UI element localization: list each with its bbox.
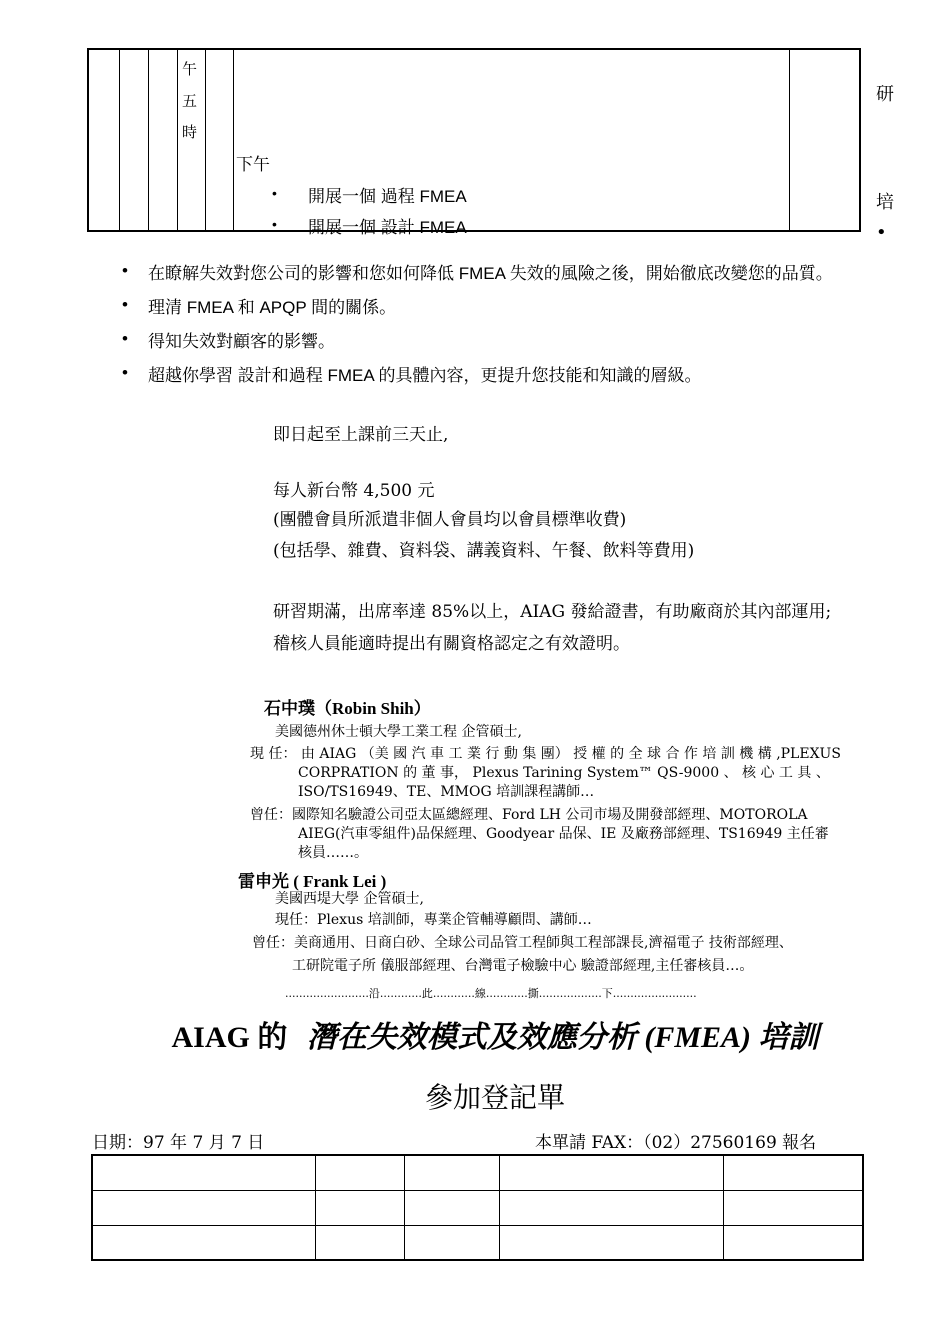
- instructor-past-role: 核員……。: [298, 845, 368, 861]
- side-char: 培: [876, 192, 894, 213]
- bullet-icon: •: [122, 329, 128, 348]
- form-title: [0, 1012, 950, 1056]
- certificate-text: 稽核人員能適時提出有關資格認定之有效證明。: [273, 634, 630, 654]
- form-fax: 本單請 FAX：（02）27560169 報名: [535, 1133, 817, 1153]
- instructor-degree: 美國西堤大學 企管碩士,: [275, 891, 424, 907]
- side-char: •: [876, 222, 887, 243]
- fee-note: (包括學、雜費、資料袋、講義資料、午餐、飲料等費用): [273, 541, 695, 561]
- registration-table: [91, 1154, 864, 1261]
- afternoon-label: 下午: [236, 155, 270, 174]
- schedule-table: [87, 48, 861, 232]
- table-col-divider: [404, 1156, 405, 1259]
- deadline-text: 即日起至上課前三天止,: [273, 425, 449, 445]
- form-title-main: 潛在失效模式及效應分析 (FMEA) 培訓: [306, 1021, 819, 1054]
- fee-note: (團體會員所派遣非個人會員均以會員標準收費): [273, 510, 627, 530]
- table-divider: [119, 50, 120, 230]
- form-title-prefix: AIAG 的: [171, 1021, 288, 1054]
- bullet-icon: •: [122, 363, 128, 382]
- instructor-current-role: ISO/TS16949、TE、MMOG 培訓課程講師…: [298, 784, 595, 800]
- benefit-item: 理清 FMEA 和 APQP 間的關係。: [148, 298, 397, 317]
- vertical-char: 五: [182, 92, 198, 110]
- bullet-icon: •: [122, 261, 128, 280]
- benefit-item: 得知失效對顧客的影響。: [148, 332, 335, 351]
- vertical-char: 時: [182, 123, 198, 141]
- instructor-past-role: 曾任：美商通用、日商白砂、全球公司品管工程師與工程部課長,濟福電子 技術部經理、: [252, 935, 793, 951]
- bullet-icon: •: [122, 295, 128, 314]
- bullet-icon: •: [272, 216, 277, 232]
- table-divider: [177, 50, 178, 230]
- table-row-divider: [93, 1225, 862, 1226]
- benefit-item: 在瞭解失效對您公司的影響和您如何降低 FMEA 失效的風險之後，開始徹底改變您的品質。: [148, 264, 833, 283]
- schedule-item: 開展一個 過程 FMEA: [308, 187, 467, 206]
- side-char: 研: [876, 84, 894, 105]
- instructor-current-role: 現 任： 由 AIAG （美 國 汽 車 工 業 行 動 集 團） 授 權 的 全 球 合 作 培 訓 機 構 ,PLEXUS: [250, 746, 841, 762]
- instructor-past-role: AIEG(汽車零組件)品保經理、Goodyear 品保、IE 及廠務部經理、TS16949 主任審: [298, 826, 829, 842]
- cut-line: ........................沿............此............線............撕..................下........................: [285, 987, 697, 1000]
- table-row-divider: [93, 1190, 862, 1191]
- certificate-text: 研習期滿，出席率達 85%以上，AIAG 發給證書，有助廠商於其內部運用;: [273, 602, 832, 622]
- vertical-char: 午: [182, 60, 198, 78]
- instructor-degree: 美國德州休士頓大學工業工程 企管碩士,: [275, 724, 522, 740]
- benefit-item: 超越你學習 設計和過程 FMEA 的具體內容，更提升您技能和知識的層級。: [148, 366, 702, 385]
- bullet-icon: •: [272, 185, 277, 201]
- schedule-item: 開展一個 設計 FMEA: [308, 218, 467, 237]
- instructor-name: 石中璞（Robin Shih）: [264, 699, 431, 718]
- fee-text: 每人新台幣 4,500 元: [273, 481, 435, 501]
- instructor-name: 雷申光 ( Frank Lei ): [238, 872, 387, 891]
- table-col-divider: [499, 1156, 500, 1259]
- instructor-current-role: CORPRATION 的 董 事， Plexus Tarining System™ QS-9000 、 核 心 工 具 、: [298, 765, 830, 781]
- table-divider: [205, 50, 206, 230]
- form-date: 日期：97 年 7 月 7 日: [92, 1133, 265, 1153]
- table-col-divider: [723, 1156, 724, 1259]
- form-subtitle: 參加登記單: [424, 1081, 565, 1114]
- instructor-past-role: 曾任：國際知名驗證公司亞太區總經理、Ford LH 公司市場及開發部經理、MOTOROLA: [250, 807, 808, 823]
- instructor-current-role: 現任：Plexus 培訓師，專業企管輔導顧問、講師…: [275, 912, 592, 928]
- table-divider: [148, 50, 149, 230]
- table-divider: [233, 50, 234, 230]
- table-col-divider: [315, 1156, 316, 1259]
- table-divider: [789, 50, 790, 230]
- instructor-past-role: 工研院電子所 儀服部經理、台灣電子檢驗中心 驗證部經理,主任審核員…。: [292, 958, 754, 974]
